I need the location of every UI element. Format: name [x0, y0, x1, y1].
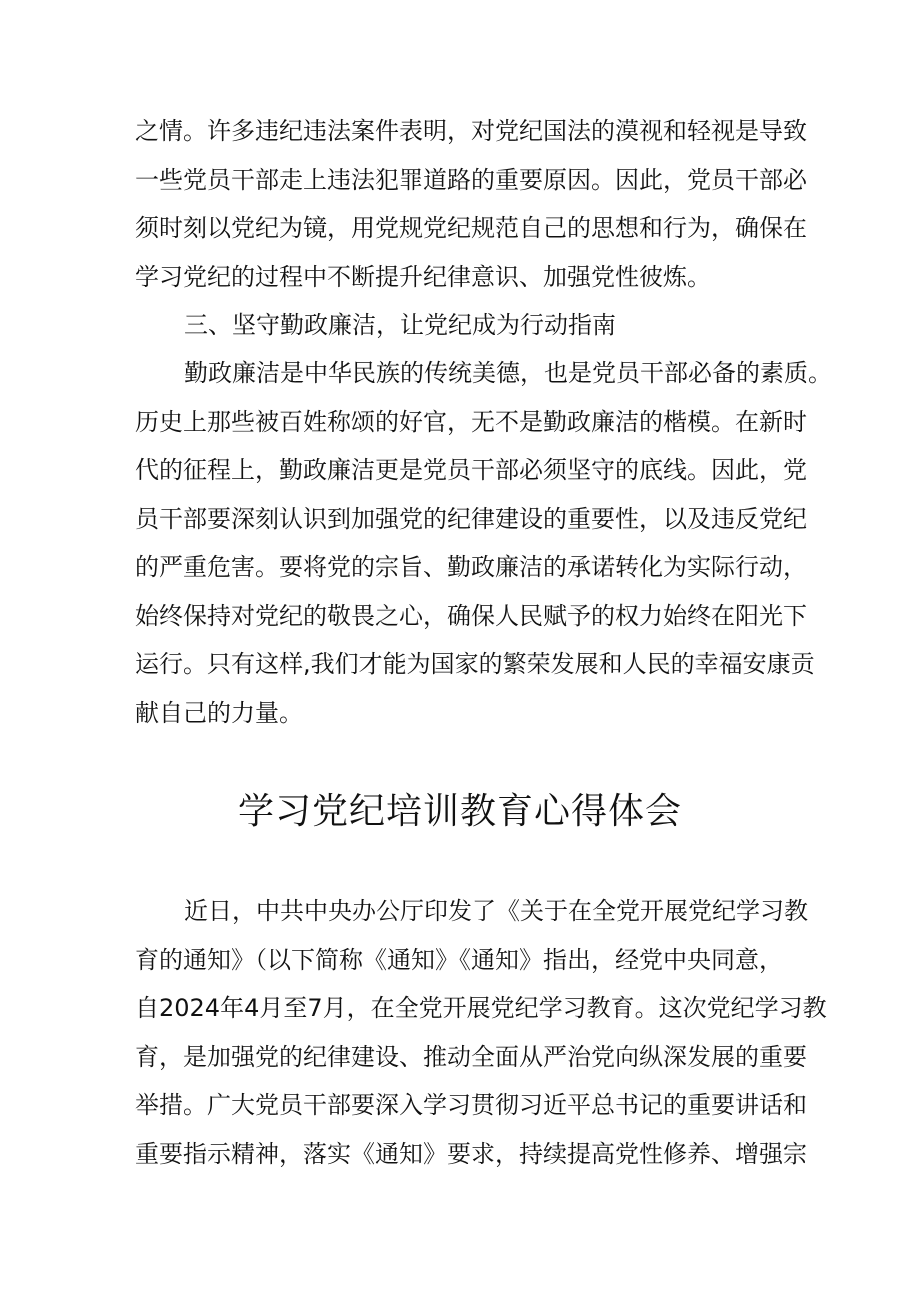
text-line: 重要指示精神，落实《通知》要求，持续提高党性修养、增强宗	[135, 1139, 807, 1168]
text-line: 举措。广大党员干部要深入学习贯彻习近平总书记的重要讲话和	[135, 1091, 807, 1119]
paragraph-continuation	[135, 107, 807, 350]
text-line: 自2024年4月至7月，在全党开展党纪学习教育。这次党纪学习教	[135, 994, 827, 1022]
text-line: 献自己的力量。	[135, 698, 303, 727]
text-line: 之情。许多违纪违法案件表明，对党纪国法的漠视和轻视是导致	[135, 117, 807, 145]
text-line: 代的征程上，勤政廉洁更是党员干部必须坚守的底线。因此，党	[135, 456, 807, 484]
text-line: 须时刻以党纪为镜，用党规党纪规范自己的思想和行为，确保在	[135, 214, 807, 242]
paragraph-introduction	[135, 887, 827, 1178]
text-line: 勤政廉洁是中华民族的传统美德，也是党员干部必备的素质。	[184, 359, 832, 387]
text-line: 运行。只有这样,我们才能为国家的繁荣发展和人民的幸福安康贡	[135, 650, 815, 678]
text-line: 育的通知》（以下简称《通知》《通知》指出，经党中央同意，	[135, 945, 783, 974]
text-line: 的严重危害。要将党的宗旨、勤政廉洁的承诺转化为实际行动，	[135, 553, 807, 581]
document-title: 学习党纪培训教育心得体会	[237, 791, 682, 832]
paragraph-integrity	[135, 349, 832, 737]
section-heading: 三、坚守勤政廉洁，让党纪成为行动指南	[184, 311, 616, 339]
text-line: 近日，中共中央办公厅印发了《关于在全党开展党纪学习教	[184, 897, 808, 925]
text-line: 学习党纪的过程中不断提升纪律意识、加强党性彼炼。	[135, 262, 711, 291]
text-line: 一些党员干部走上违法犯罪道路的重要原因。因此，党员干部必	[135, 165, 807, 194]
text-line: 历史上那些被百姓称颂的好官，无不是勤政廉洁的楷模。在新时	[135, 407, 807, 436]
text-line: 员干部要深刻认识到加强党的纪律建设的重要性，以及违反党纪	[135, 504, 807, 533]
text-line: 始终保持对党纪的敬畏之心，确保人民赋予的权力始终在阳光下	[135, 601, 807, 630]
text-line: 育，是加强党的纪律建设、推动全面从严治党向纵深发展的重要	[135, 1042, 807, 1071]
